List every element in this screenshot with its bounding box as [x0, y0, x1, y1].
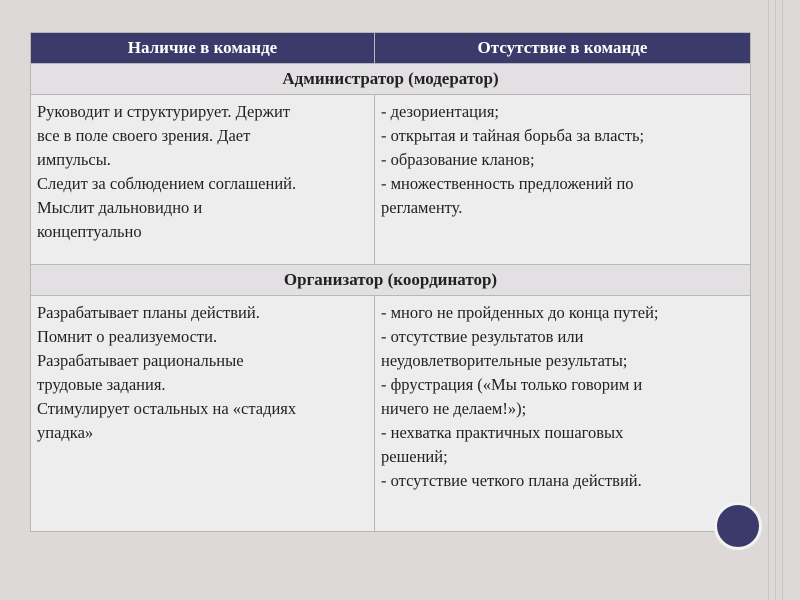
cell-line: неудовлетворительные результаты;	[381, 351, 628, 370]
cell-line: - дезориентация;	[381, 102, 500, 121]
decor-line	[782, 0, 783, 600]
cell-present-administrator	[31, 95, 375, 265]
cell-line: Разрабатывает рациональные	[37, 351, 244, 370]
table-row	[31, 296, 751, 532]
cell-present-organizer	[31, 296, 375, 532]
cell-line: Разрабатывает планы действий.	[37, 303, 260, 322]
cell-line: Следит за соблюдением соглашений.	[37, 174, 297, 193]
cell-line: импульсы.	[37, 150, 111, 169]
header-present: Наличие в команде	[31, 33, 375, 64]
table-row	[31, 95, 751, 265]
decor-line	[775, 0, 776, 600]
cell-line: решений;	[381, 447, 448, 466]
cell-line: трудовые задания.	[37, 375, 166, 394]
cell-line: концептуально	[37, 222, 142, 241]
table-header-row	[31, 33, 751, 64]
cell-line: - нехватка практичных пошаговых	[381, 423, 624, 442]
cell-line: регламенту.	[381, 198, 463, 217]
cell-absent-organizer	[375, 296, 751, 532]
cell-line: Стимулирует остальных на «стадиях	[37, 399, 297, 418]
cell-line: - множественность предложений по	[381, 174, 634, 193]
cell-line: - много не пройденных до конца путей;	[381, 303, 659, 322]
cell-line: - отсутствие четкого плана действий.	[381, 471, 642, 490]
section-row	[31, 64, 751, 95]
cell-line: Помнит о реализуемости.	[37, 327, 218, 346]
cell-absent-administrator	[375, 95, 751, 265]
cell-line: все в поле своего зрения. Дает	[37, 126, 251, 145]
cell-line: упадка»	[37, 423, 94, 442]
section-title-organizer: Организатор (координатор)	[31, 265, 751, 296]
section-title-administrator: Администратор (модератор)	[31, 64, 751, 95]
cell-line: ничего не делаем!»);	[381, 399, 527, 418]
cell-line: - отсутствие результатов или	[381, 327, 584, 346]
cell-line: Мыслит дальновидно и	[37, 198, 203, 217]
cell-line: Руководит и структурирует. Держит	[37, 102, 291, 121]
decor-line	[768, 0, 769, 600]
cell-line: - образование кланов;	[381, 150, 535, 169]
section-row	[31, 265, 751, 296]
roles-table	[30, 32, 751, 532]
cell-line: - фрустрация («Мы только говорим и	[381, 375, 643, 394]
decor-circle	[714, 502, 762, 550]
cell-line: - открытая и тайная борьба за власть;	[381, 126, 645, 145]
header-absent: Отсутствие в команде	[375, 33, 751, 64]
